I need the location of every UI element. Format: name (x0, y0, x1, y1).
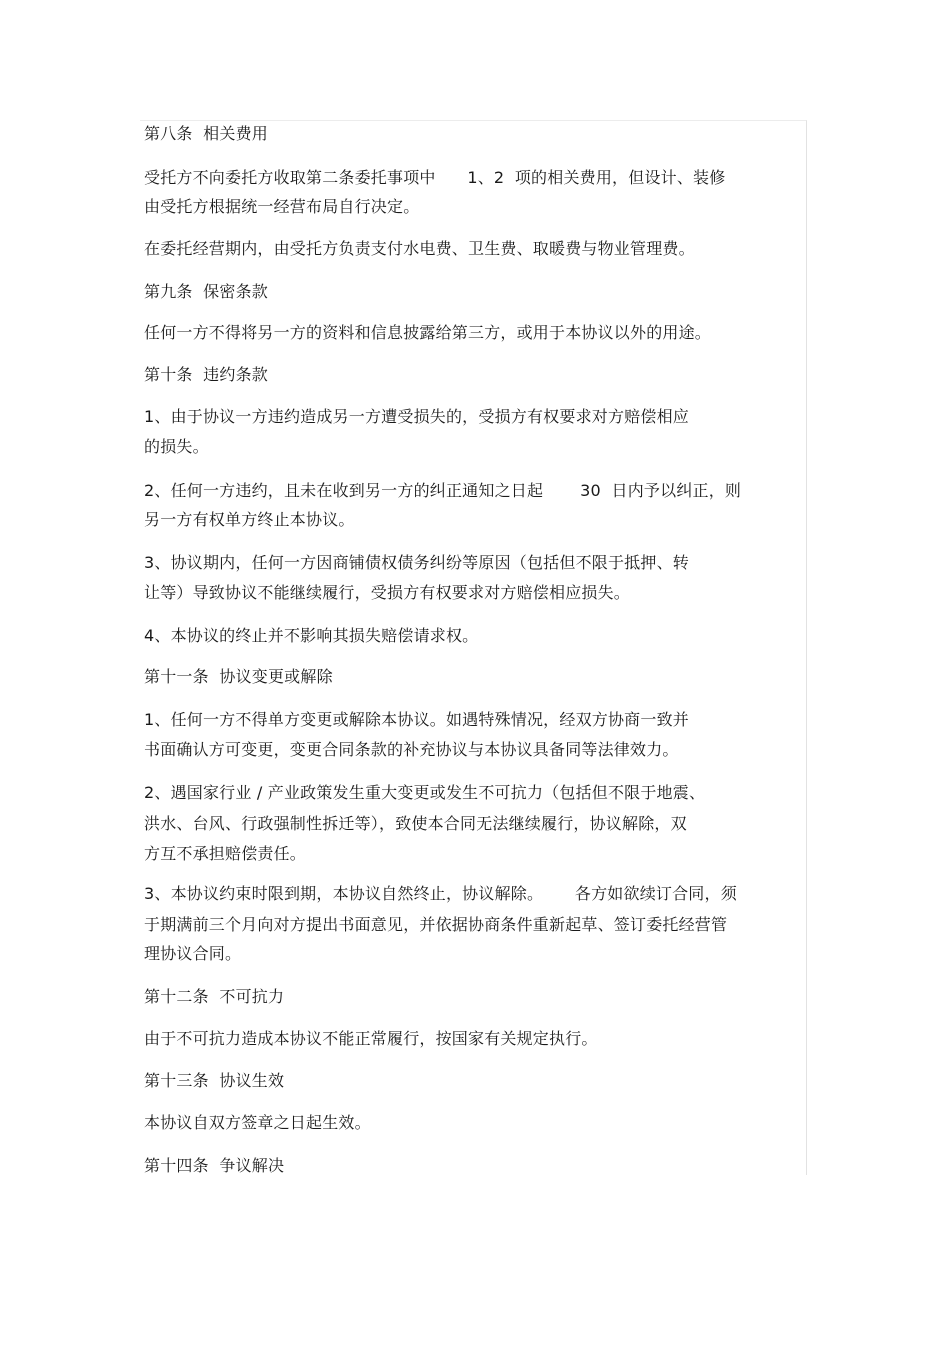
text-line: 由于不可抗力造成本协议不能正常履行，按国家有关规定执行。 (144, 1029, 598, 1048)
text-line: 3、协议期内，任何一方因商铺债权债务纠纷等原因（包括但不限于抵押、转 (144, 553, 689, 572)
text-line: 于期满前三个月向对方提出书面意见，并依据协商条件重新起草、签订委托经营管 (144, 915, 728, 934)
text-line: 受托方不向委托方收取第二条委托事项中 1、2 项的相关费用，但设计、装修 (144, 168, 726, 187)
text-line: 第十一条 协议变更或解除 (144, 667, 333, 686)
document-page (140, 120, 807, 1175)
text-line: 第八条 相关费用 (144, 124, 268, 143)
text-line: 第十条 违约条款 (144, 365, 268, 384)
text-line: 另一方有权单方终止本协议。 (144, 510, 355, 529)
text-line: 第九条 保密条款 (144, 282, 268, 301)
text-line: 在委托经营期内，由受托方负责支付水电费、卫生费、取暖费与物业管理费。 (144, 239, 695, 258)
text-line: 方互不承担赔偿责任。 (144, 844, 307, 863)
text-line: 由受托方根据统一经营布局自行决定。 (144, 197, 420, 216)
text-line: 第十四条 争议解决 (144, 1156, 285, 1175)
text-line: 书面确认方可变更，变更合同条款的补充协议与本协议具备同等法律效力。 (144, 740, 679, 759)
text-line: 任何一方不得将另一方的资料和信息披露给第三方，或用于本协议以外的用途。 (144, 323, 712, 342)
text-line: 的损失。 (144, 437, 209, 456)
text-line: 1、任何一方不得单方变更或解除本协议。如遇特殊情况，经双方协商一致并 (144, 710, 689, 729)
text-line: 3、本协议约束时限到期，本协议自然终止，协议解除。 各方如欲续订合同，须 (144, 884, 737, 903)
text-line: 4、本协议的终止并不影响其损失赔偿请求权。 (144, 626, 479, 645)
text-line: 第十三条 协议生效 (144, 1071, 285, 1090)
text-line: 理协议合同。 (144, 944, 242, 963)
text-line: 1、由于协议一方违约造成另一方遭受损失的，受损方有权要求对方赔偿相应 (144, 407, 689, 426)
text-line: 第十二条 不可抗力 (144, 987, 285, 1006)
text-line: 2、遇国家行业 / 产业政策发生重大变更或发生不可抗力（包括但不限于地震、 (144, 783, 706, 802)
text-line: 本协议自双方签章之日起生效。 (144, 1113, 371, 1132)
text-line: 让等）导致协议不能继续履行，受损方有权要求对方赔偿相应损失。 (144, 583, 631, 602)
text-line: 2、任何一方违约，且未在收到另一方的纠正通知之日起 30 日内予以纠正，则 (144, 481, 742, 500)
text-line: 洪水、台风、行政强制性拆迁等），致使本合同无法继续履行，协议解除，双 (144, 814, 687, 833)
